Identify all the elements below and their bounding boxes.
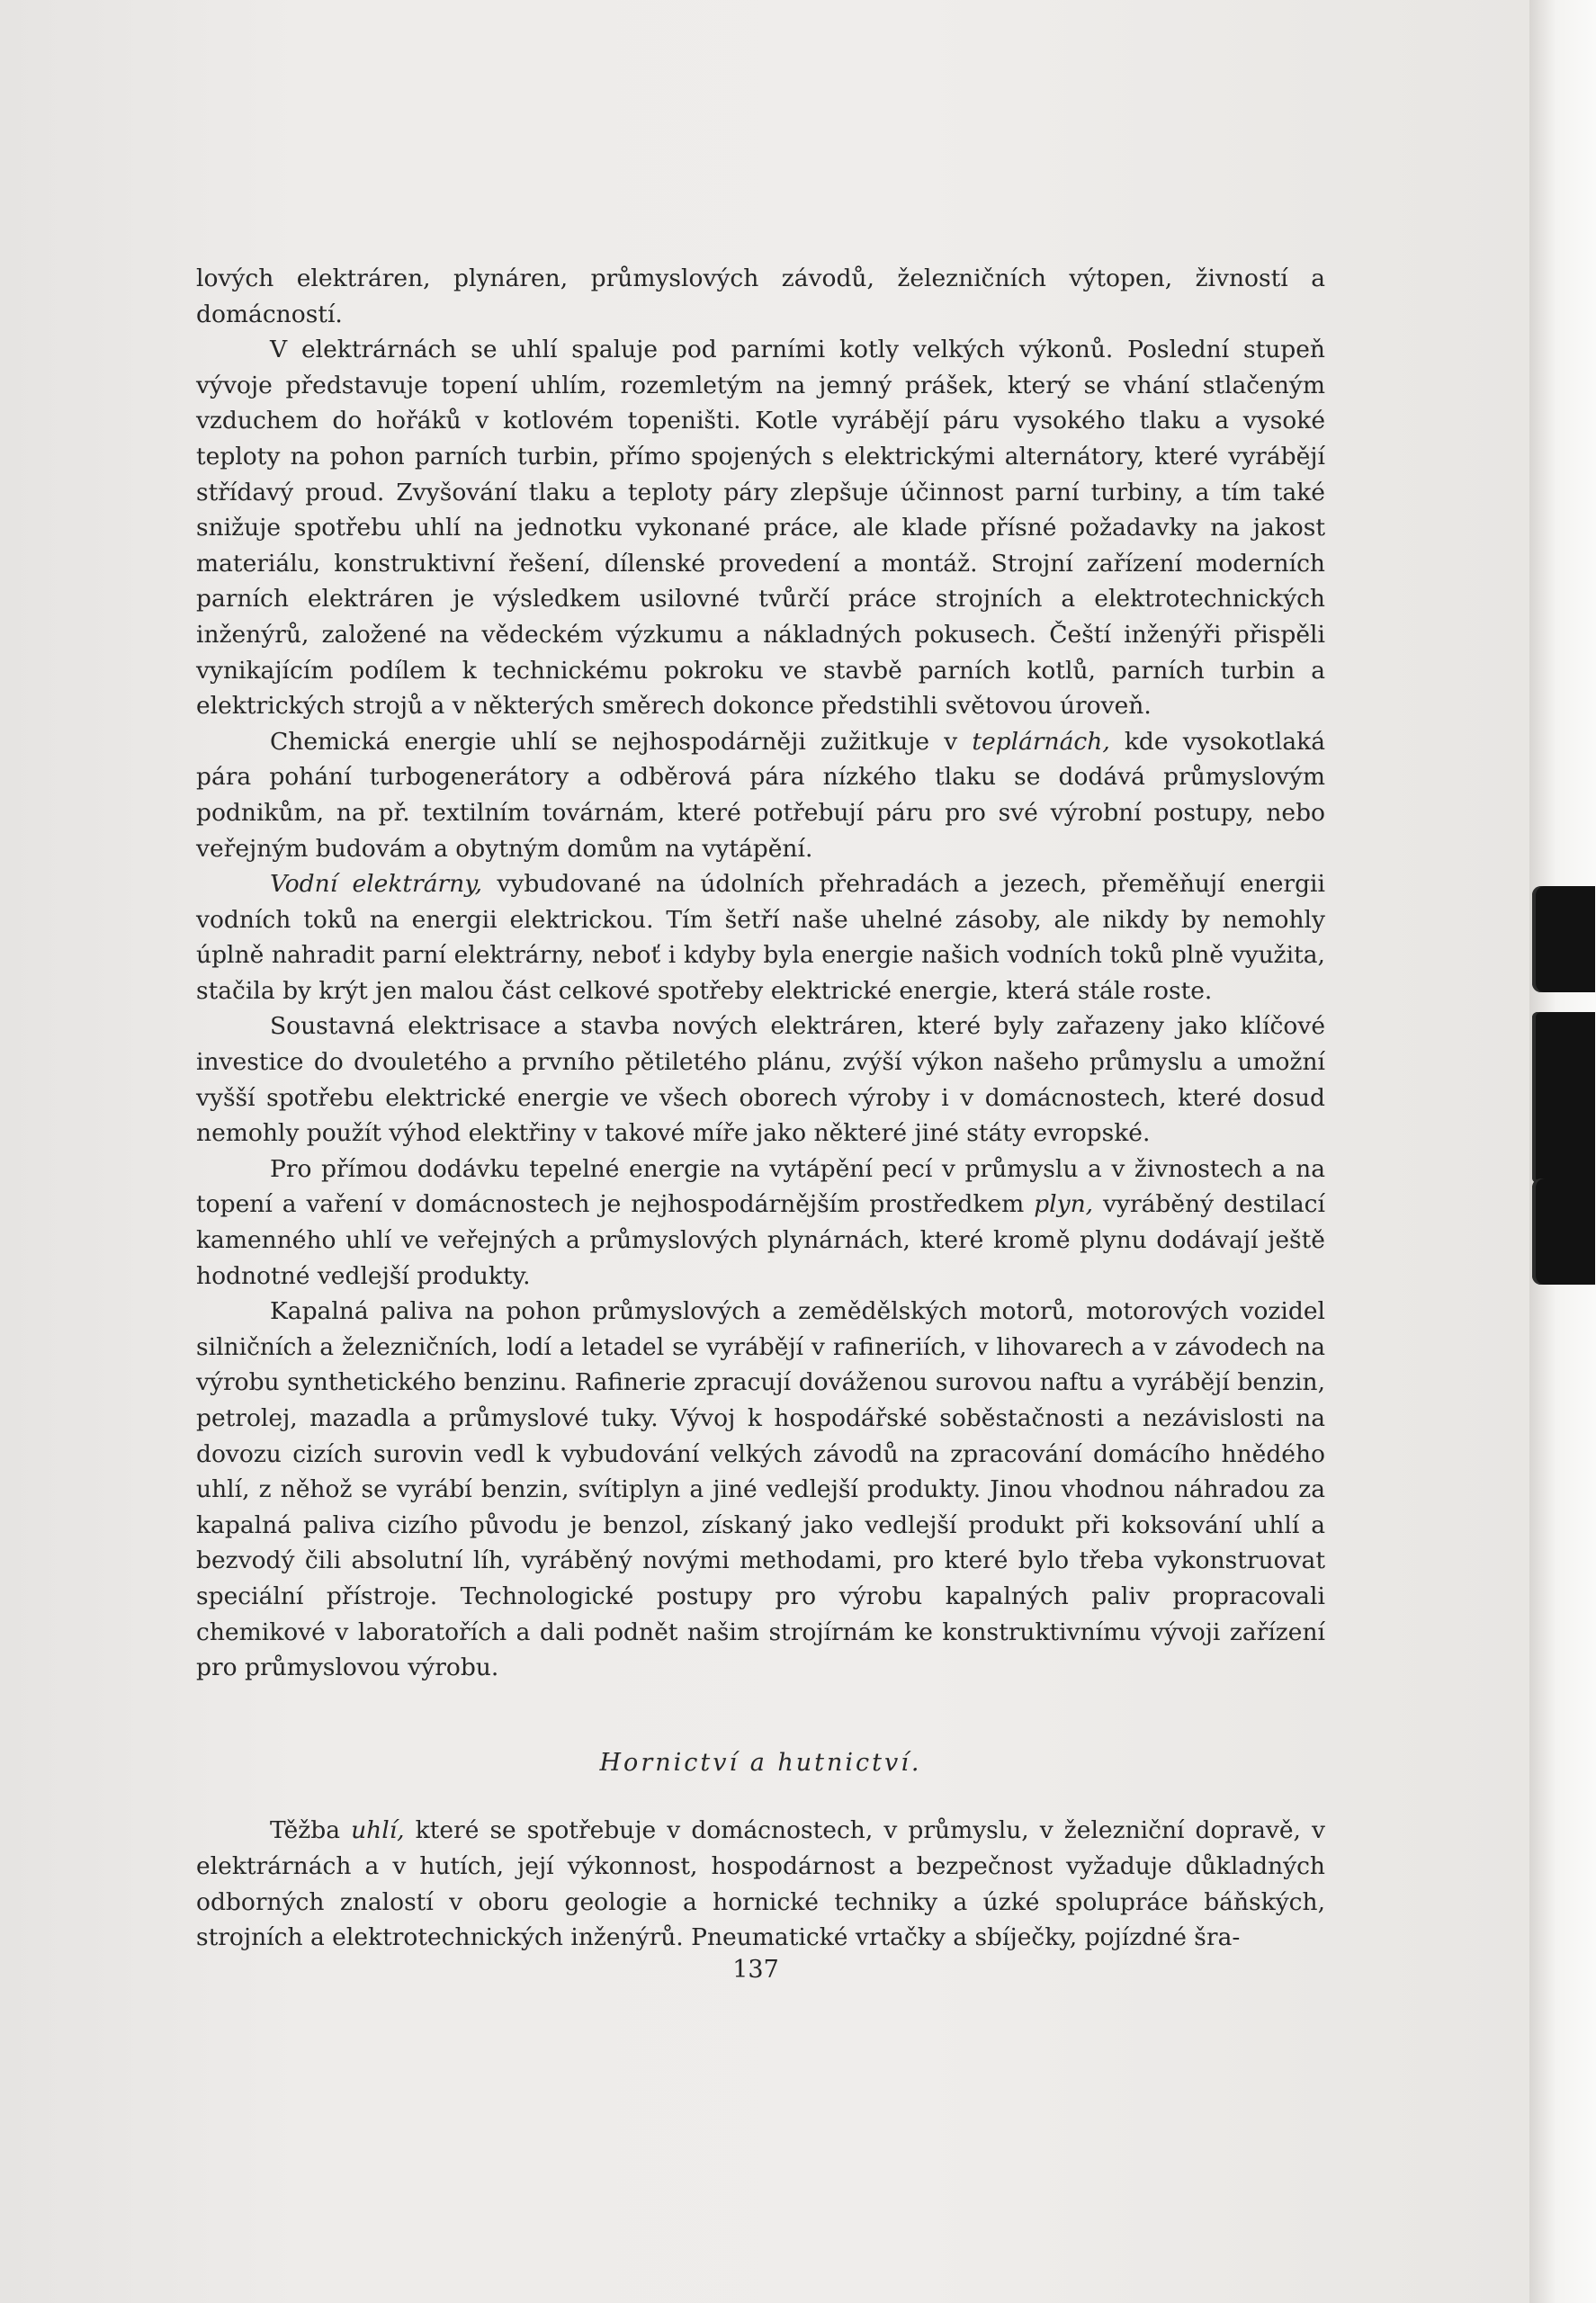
paragraph [196,866,1325,1008]
text-run: V elektrárnách se uhlí spaluje pod parními kotly velkých výkonů. Poslední stupeň vývoje představuje topení uhlím, rozemletým na jemný prášek, který se vhání stlačeným vzduchem do hořáků v kotlovém topeništi. Kotle vyrábějí páru vysokého tlaku a vysoké teploty na pohon parních turbin, přímo spojených s elektrickými alternátory, které vyrábějí střídavý proud. Zvyšování tlaku a teploty páry zlepšuje účinnost parní turbiny, a tím také snižuje spotřebu uhlí na jednotku vykonané práce, ale klade přísné požadavky na jakost materiálu, konstruktivní řešení, dílenské provedení a montáž. Strojní zařízení moderních parních elektráren je výsledkem usilovné tvůrčí práce strojních a elektrotechnických inženýrů, založené na vědeckém výzkumu a nákladných pokusech. Čeští inženýři přispěli vynikajícím podílem k technickému pokroku ve stavbě parních kotlů, parních turbin a elektrických strojů a v některých směrech dokonce předstihli světovou úroveň. [196,336,1325,721]
text-run: Těžba [270,1816,352,1845]
paragraph [196,1294,1325,1686]
text-run: vybudované na údolních přehradách a jezech, přeměňují energii vodních toků na energii elektrickou. Tím šetří naše uhelné zásoby, ale nikdy by nemohly úplně nahradit parní elektrárny, neboť i kdyby byla energie našich vodních toků plně využita, stačila by krýt jen malou část celkové spotřeby elektrické energie, která stále roste. [196,870,1325,1005]
text-run: Soustavná elektrisace a stavba nových elektráren, které byly zařazeny jako klíčové investice do dvouletého a prvního pětiletého plánu, zvýší výkon našeho průmyslu a umožní vyšší spotřebu elektrické energie ve všech oborech výroby i v domácnostech, které dosud nemohly použít výhod elektřiny v takové míře jako některé jiné státy evropské. [196,1012,1325,1148]
paragraph [196,724,1325,866]
paragraph [196,1813,1325,1955]
italic-term: Vodní elektrárny, [270,870,483,899]
binder-clip-bottom [1532,1178,1595,1285]
binder-clip-middle [1532,1012,1595,1183]
text-run: vyráběný destilací kamenného uhlí ve veřejných a průmyslových plynárnách, které kromě plynu dodávají ještě hodnotné vedlejší produkty. [196,1190,1325,1290]
text-run: Kapalná paliva na pohon průmyslových a zemědělských motorů, motorových vozidel silničních a železničních, lodí a letadel se vyrábějí v rafineriích, v lihovarech a v závodech na výrobu synthetického benzinu. Rafinerie zpracují dováženou surovou naftu a vyrábějí benzin, petrolej, mazadla a průmyslové tuky. Vývoj k hospodářské soběstačnosti a nezávislosti na dovozu cizích surovin vedl k vybudování velkých závodů na zpracování domácího hnědého uhlí, z něhož se vyrábí benzin, svítiplyn a jiné vedlejší produkty. Jinou vhodnou náhradou za kapalná paliva cizího původu je benzol, získaný jako vedlejší produkt při koksování uhlí a bezvodý čili absolutní líh, vyráběný novými methodami, pro které bylo třeba vykonstruovat speciální přístroje. Technologické postupy pro výrobu kapalných paliv propracovali chemikové v laboratořích a dali podnět našim strojírnám ke konstruktivnímu vývoji zařízení pro průmyslovou výrobu. [196,1297,1325,1682]
paragraph [196,261,1325,332]
binder-clip-top [1532,886,1595,992]
paragraphs-before-heading [196,261,1325,1686]
italic-term: uhlí, [351,1816,405,1845]
italic-term: plyn, [1034,1190,1094,1219]
italic-term: teplárnách, [972,727,1110,756]
text-run: které se spotřebuje v domácnostech, v průmyslu, v železniční dopravě, v elektrárnách a v hutích, její výkonnost, hospodárnost a bezpečnost vyžaduje důkladných odborných znalostí v oboru geologie a hornické techniky a úzké spolupráce báňských, strojních a elektrotechnických inženýrů. Pneumatické vrtačky a sbíječky, pojízdné šra- [196,1816,1326,1952]
text-run: Pro přímou dodávku tepelné energie na vytápění pecí v průmyslu a v živnostech a na topení a vaření v domácnostech je nejhospodárnějším prostředkem [196,1154,1325,1219]
page-number: 137 [732,1956,779,1984]
paragraphs-after-heading [196,1813,1325,1955]
text-run: Chemická energie uhlí se nejhospodárněji zužitkuje v [270,727,973,756]
text-run: kde vysokotlaká pára pohání turbogenerátory a odběrová pára nízkého tlaku se dodává průmyslovým podnikům, na př. textilním továrnám, které potřebují páru pro své výrobní postupy, nebo veřejným budovám a obytným domům na vytápění. [196,727,1325,863]
section-heading: Hornictví a hutnictví. [599,1748,922,1777]
paragraph [196,332,1325,724]
paragraph [196,1008,1325,1151]
body-text [196,261,1325,1956]
text-run: lových elektráren, plynáren, průmyslových závodů, železničních výtopen, živností a domácností. [196,264,1325,328]
paragraph [196,1152,1325,1294]
